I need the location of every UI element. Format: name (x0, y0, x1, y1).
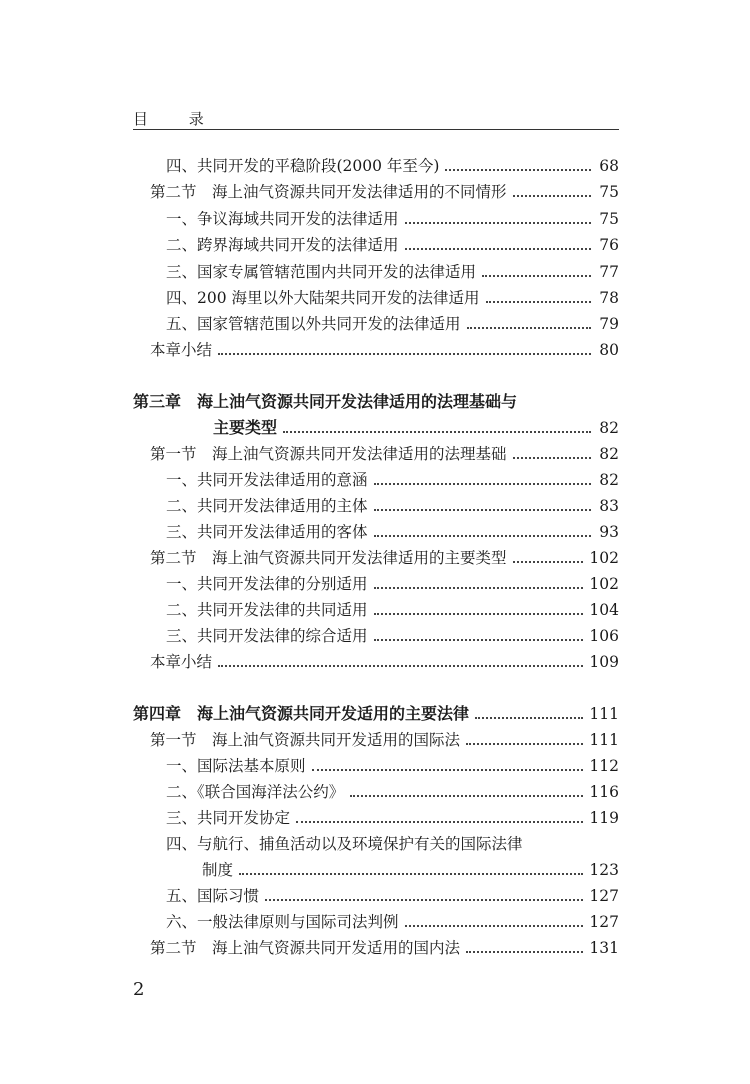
toc-page-number: 104 (589, 601, 619, 619)
toc-page-number: 123 (589, 861, 619, 879)
dot-leader (283, 431, 591, 433)
toc-page-number: 106 (589, 627, 619, 645)
toc-entry[interactable] (166, 622, 619, 646)
dot-leader (513, 561, 584, 563)
toc-entry-text: 一、共同开发法律适用的意涵 (166, 471, 368, 489)
dot-leader (374, 587, 584, 589)
toc-entry-text: 四、共同开发的平稳阶段(2000 年至今) (166, 157, 440, 175)
chapter-title[interactable]: 第三章 海上油气资源共同开发法律适用的法理基础与 (133, 392, 518, 411)
dot-leader (467, 327, 591, 329)
toc-entry[interactable] (166, 882, 619, 906)
toc-entry[interactable] (166, 310, 619, 334)
toc-entry-text: 第二节 海上油气资源共同开发法律适用的不同情形 (150, 183, 507, 201)
dot-leader (296, 821, 583, 823)
page-number: 2 (133, 979, 145, 1000)
dot-leader (466, 743, 583, 745)
dot-leader (405, 248, 591, 250)
dot-leader (513, 457, 591, 459)
header-rule (133, 129, 619, 130)
toc-entry[interactable] (166, 596, 619, 620)
dot-leader (374, 509, 591, 511)
toc-entry[interactable] (150, 544, 619, 568)
toc-entry[interactable] (166, 570, 619, 594)
toc-page-number: 102 (589, 575, 619, 593)
toc-entry-text: 三、共同开发协定 (166, 809, 291, 827)
toc-entry[interactable] (166, 231, 619, 255)
dot-leader (374, 613, 584, 615)
toc-page-number: 112 (589, 757, 619, 775)
toc-entry-text: 第四章 海上油气资源共同开发适用的主要法律 (133, 704, 470, 723)
toc-page-number: 80 (599, 341, 619, 359)
toc-entry[interactable] (166, 804, 619, 828)
dot-leader (312, 769, 584, 771)
dot-leader (265, 899, 583, 901)
toc-page-number: 131 (589, 939, 619, 957)
toc-entry[interactable] (150, 178, 619, 202)
dot-leader (218, 353, 591, 355)
toc-page-number: 82 (599, 471, 619, 489)
toc-page-number: 75 (599, 183, 619, 201)
dot-leader (374, 639, 584, 641)
dot-leader (486, 301, 591, 303)
dot-leader (350, 795, 583, 797)
toc-entry-text: 五、国际习惯 (166, 887, 260, 905)
toc-entry[interactable] (166, 908, 619, 932)
toc-entry-text: 五、国家管辖范围以外共同开发的法律适用 (166, 315, 461, 333)
toc-entry[interactable] (166, 152, 619, 176)
toc-page-number: 119 (589, 809, 619, 827)
toc-entry-text: 二、跨界海域共同开发的法律适用 (166, 236, 399, 254)
toc-entry-text: 制度 (202, 861, 234, 879)
dot-leader (466, 951, 583, 953)
toc-page-number: 75 (599, 210, 619, 228)
toc-entry-text: 主要类型 (213, 418, 278, 437)
toc-entry-text: 二、《联合国海洋法公约》 (166, 783, 345, 801)
toc-page-number: 78 (599, 289, 619, 307)
toc-entry-text: 第二节 海上油气资源共同开发适用的国内法 (150, 939, 461, 957)
toc-entry[interactable] (150, 648, 619, 672)
dot-leader (374, 483, 591, 485)
toc-entry[interactable] (166, 466, 619, 490)
toc-page-number: 127 (589, 887, 619, 905)
toc-entry-text: 四、与航行、捕鱼活动以及环境保护有关的国际法律 (166, 835, 523, 853)
toc-entry[interactable] (150, 726, 619, 750)
dot-leader (405, 222, 591, 224)
toc-page-number: 82 (599, 445, 619, 463)
toc-entry[interactable] (166, 518, 619, 542)
toc-entry[interactable] (150, 336, 619, 360)
toc-entry-text: 第二节 海上油气资源共同开发法律适用的主要类型 (150, 549, 507, 567)
toc-entry[interactable] (166, 258, 619, 282)
toc-page-number: 68 (599, 157, 619, 175)
running-header: 目 录 (133, 110, 222, 128)
toc-entry-text: 四、200 海里以外大陆架共同开发的法律适用 (166, 289, 480, 307)
toc-entry-text: 本章小结 (150, 653, 213, 671)
toc-page-number: 76 (599, 236, 619, 254)
toc-entry-text: 六、一般法律原则与国际司法判例 (166, 913, 399, 931)
toc-entry[interactable] (166, 778, 619, 802)
toc-page-number: 82 (599, 419, 619, 437)
toc-page-number: 77 (599, 263, 619, 281)
toc-entry[interactable] (166, 205, 619, 229)
dot-leader (482, 275, 591, 277)
toc-page-number: 83 (599, 497, 619, 515)
dot-leader (513, 195, 591, 197)
toc-page-number: 102 (589, 549, 619, 567)
toc-entry[interactable] (150, 934, 619, 958)
toc-entry-text: 二、共同开发法律的共同适用 (166, 601, 368, 619)
toc-page-number: 109 (589, 653, 619, 671)
toc-entry-text: 三、共同开发法律的综合适用 (166, 627, 368, 645)
toc-entry-text: 三、国家专属管辖范围内共同开发的法律适用 (166, 263, 477, 281)
toc-entry[interactable] (166, 752, 619, 776)
toc-entry[interactable] (213, 414, 619, 438)
toc-page-number: 111 (589, 705, 619, 723)
toc-entry-text: 第一节 海上油气资源共同开发法律适用的法理基础 (150, 445, 507, 463)
toc-entry[interactable] (166, 284, 619, 308)
toc-page-number: 111 (589, 731, 619, 749)
toc-page-number: 79 (599, 315, 619, 333)
toc-entry-text: 第一节 海上油气资源共同开发适用的国际法 (150, 731, 461, 749)
dot-leader (445, 169, 591, 171)
toc-entry-text: 本章小结 (150, 341, 213, 359)
toc-page-number: 127 (589, 913, 619, 931)
toc-entry[interactable] (133, 700, 619, 724)
toc-page-number: 93 (599, 523, 619, 541)
toc-page-number: 116 (589, 783, 619, 801)
dot-leader (405, 925, 584, 927)
toc-entry-text: 一、共同开发法律的分别适用 (166, 575, 368, 593)
toc-entry-text: 二、共同开发法律适用的主体 (166, 497, 368, 515)
dot-leader (239, 873, 583, 875)
toc-entry-text: 一、国际法基本原则 (166, 757, 306, 775)
dot-leader (475, 717, 583, 719)
dot-leader (374, 535, 591, 537)
toc-entry-text: 一、争议海域共同开发的法律适用 (166, 210, 399, 228)
toc-entry-text: 三、共同开发法律适用的客体 (166, 523, 368, 541)
toc-entry[interactable] (166, 830, 523, 854)
dot-leader (218, 665, 583, 667)
toc-entry[interactable] (202, 856, 619, 880)
toc-entry[interactable] (150, 440, 619, 464)
toc-entry[interactable] (166, 492, 619, 516)
